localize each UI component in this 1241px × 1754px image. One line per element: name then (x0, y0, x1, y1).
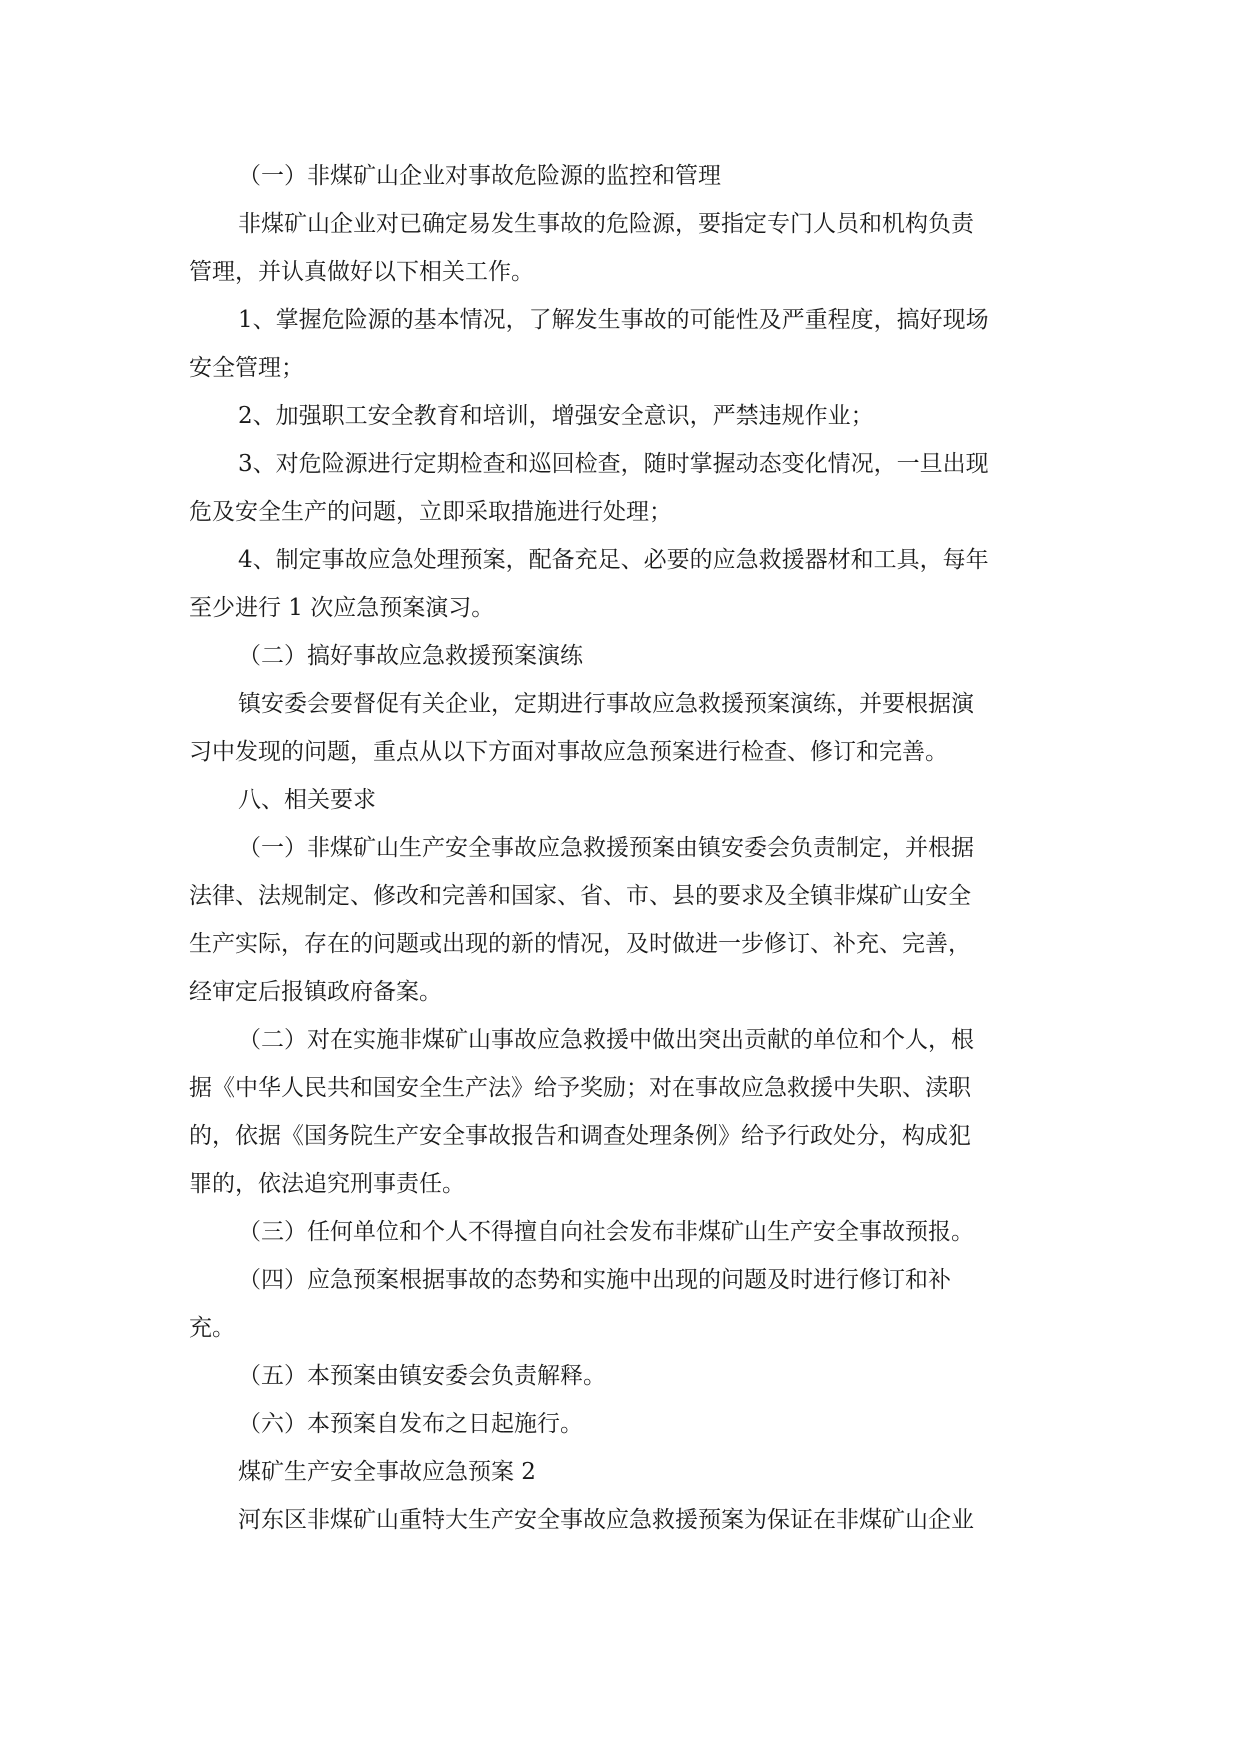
paragraph-line: 的，依据《国务院生产安全事故报告和调查处理条例》给予行政处分，构成犯 (189, 1123, 971, 1149)
paragraph-line: 罪的，依法追究刑事责任。 (189, 1171, 465, 1197)
paragraph-line: （二）对在实施非煤矿山事故应急救援中做出突出贡献的单位和个人，根 (238, 1027, 974, 1053)
paragraph-line: 管理，并认真做好以下相关工作。 (189, 259, 534, 285)
document-subtitle: 煤矿生产安全事故应急预案 2 (238, 1459, 536, 1485)
paragraph-line: （三）任何单位和个人不得擅自向社会发布非煤矿山生产安全事故预报。 (238, 1219, 974, 1245)
list-item-line: 3、对危险源进行定期检查和巡回检查，随时掌握动态变化情况，一旦出现 (238, 451, 989, 477)
section-heading: （一）非煤矿山企业对事故危险源的监控和管理 (238, 163, 721, 189)
paragraph-line: 生产实际，存在的问题或出现的新的情况，及时做进一步修订、补充、完善， (189, 931, 971, 957)
list-item-line: 至少进行 1 次应急预案演习。 (189, 595, 495, 621)
list-item-line: 2、加强职工安全教育和培训，增强安全意识，严禁违规作业； (238, 403, 874, 429)
paragraph-line: 河东区非煤矿山重特大生产安全事故应急救援预案为保证在非煤矿山企业 (238, 1507, 974, 1533)
paragraph-line: 非煤矿山企业对已确定易发生事故的危险源，要指定专门人员和机构负责 (238, 211, 974, 237)
list-item-line: 安全管理； (189, 355, 304, 381)
list-item-line: 4、制定事故应急处理预案，配备充足、必要的应急救援器材和工具，每年 (238, 547, 989, 573)
paragraph-line: 充。 (189, 1315, 235, 1341)
paragraph-line: （四）应急预案根据事故的态势和实施中出现的问题及时进行修订和补 (238, 1267, 951, 1293)
paragraph-line: 法律、法规制定、修改和完善和国家、省、市、县的要求及全镇非煤矿山安全 (189, 883, 971, 909)
list-item-line: 1、掌握危险源的基本情况，了解发生事故的可能性及严重程度，搞好现场 (238, 307, 989, 333)
paragraph-line: （一）非煤矿山生产安全事故应急救援预案由镇安委会负责制定，并根据 (238, 835, 974, 861)
paragraph-line: （五）本预案由镇安委会负责解释。 (238, 1363, 606, 1389)
section-heading: 八、相关要求 (238, 787, 376, 813)
paragraph-line: 据《中华人民共和国安全生产法》给予奖励；对在事故应急救援中失职、渎职 (189, 1075, 971, 1101)
paragraph-line: 经审定后报镇政府备案。 (189, 979, 442, 1005)
list-item-line: 危及安全生产的问题，立即采取措施进行处理； (189, 499, 672, 525)
paragraph-line: 镇安委会要督促有关企业，定期进行事故应急救援预案演练，并要根据演 (238, 691, 974, 717)
paragraph-line: （六）本预案自发布之日起施行。 (238, 1411, 583, 1437)
paragraph-line: 习中发现的问题，重点从以下方面对事故应急预案进行检查、修订和完善。 (189, 739, 948, 765)
section-heading: （二）搞好事故应急救援预案演练 (238, 643, 583, 669)
